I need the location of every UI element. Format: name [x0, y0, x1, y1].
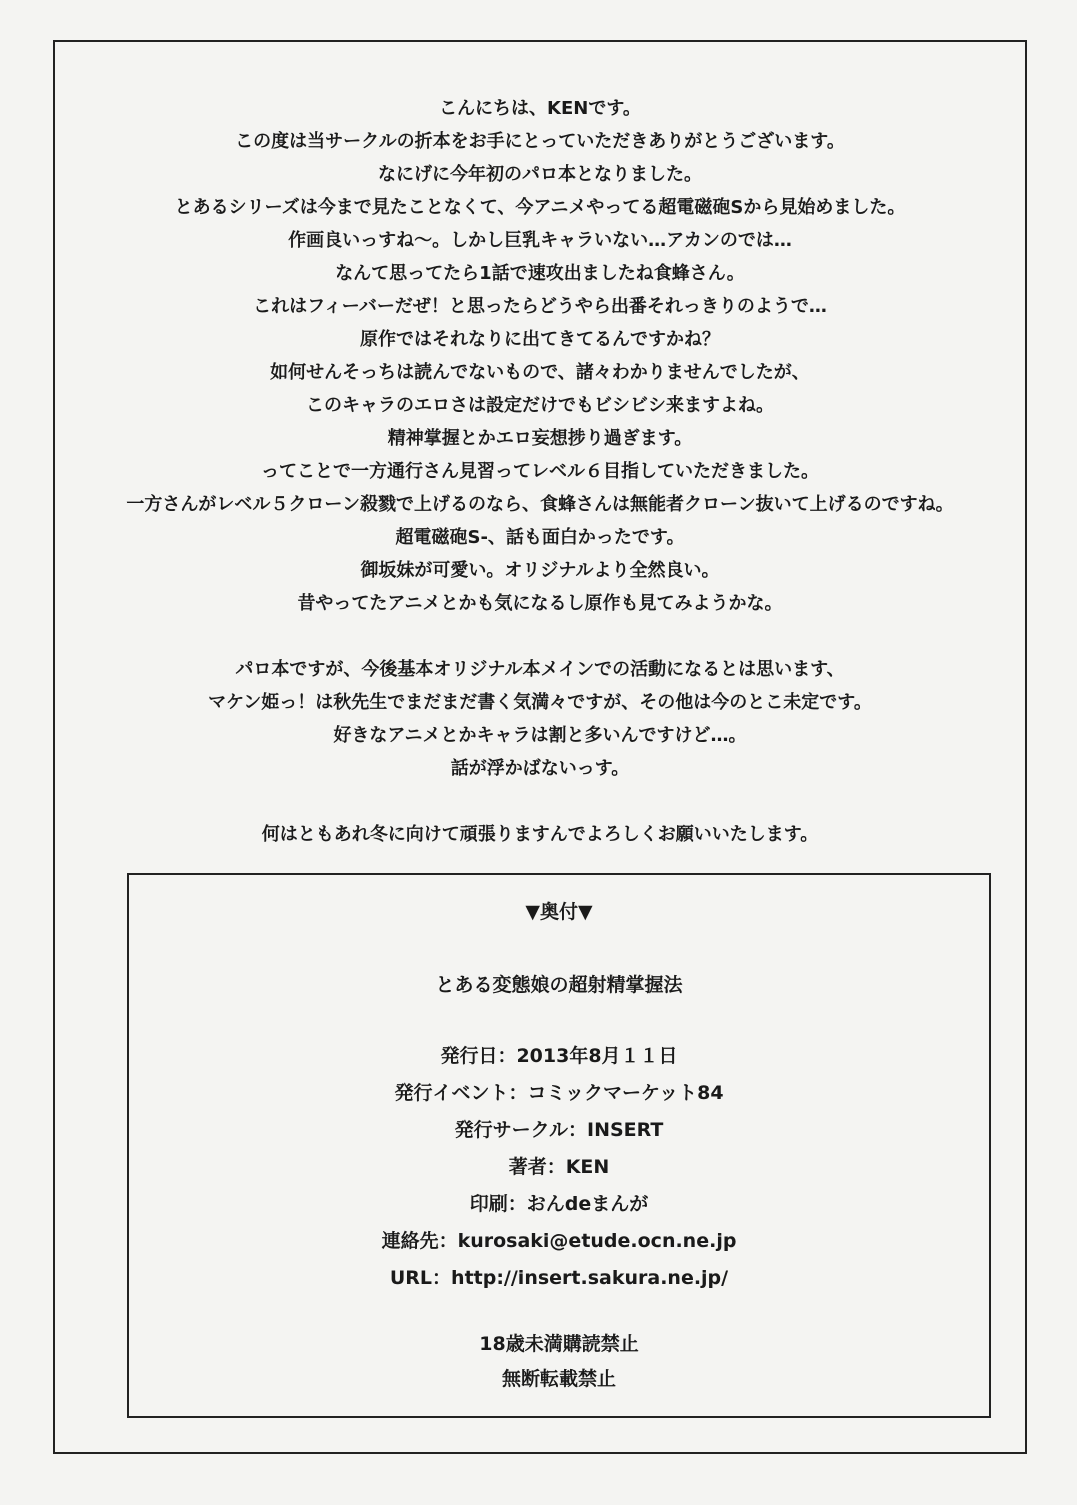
colophon-box: [127, 873, 991, 1418]
afterword-line: マケン姫っ！は秋先生でまだまだ書く気満々ですが、その他は今のとこ未定です。: [208, 692, 872, 713]
afterword-line: 昔やってたアニメとかも気になるし原作も見てみようかな。: [297, 593, 783, 614]
afterword-line: これはフィーバーだぜ！と思ったらどうやら出番それっきりのようで…: [253, 296, 827, 317]
paragraph-gap: [60, 785, 1020, 818]
colophon-info: [129, 1038, 989, 1297]
afterword-line: なんて思ってたら1話で速攻出ましたね食蜂さん。: [335, 263, 745, 284]
afterword-line: 精神掌握とかエロ妄想捗り過ぎます。: [387, 428, 693, 449]
afterword-closing: 何はともあれ冬に向けて頑張りますんでよろしくお願いいたします。: [261, 824, 819, 845]
printer: 印刷：おんdeまんが: [469, 1193, 649, 1215]
publish-event: 発行イベント：コミックマーケット84: [394, 1082, 724, 1104]
website-url: URL：http://insert.sakura.ne.jp/: [389, 1267, 729, 1289]
publish-circle: 発行サークル：INSERT: [454, 1119, 664, 1141]
afterword-line: こんにちは、KENです。: [439, 98, 641, 119]
no-reprint-notice: 無断転載禁止: [501, 1368, 616, 1390]
afterword-line: 作画良いっすね～。しかし巨乳キャラいない…アカンのでは…: [288, 230, 792, 251]
afterword-line: ってことで一方通行さん見習ってレベル６目指していただきました。: [261, 461, 819, 482]
publish-date: 発行日：2013年8月１１日: [440, 1045, 678, 1067]
colophon-title: ▼奥付▼: [525, 901, 593, 923]
author: 著者：KEN: [508, 1156, 610, 1178]
afterword-line: 好きなアニメとかキャラは割と多いんですけど…。: [333, 725, 747, 746]
afterword-line: 一方さんがレベル５クローン殺戮で上げるのなら、食蜂さんは無能者クローン抜いて上げるのですね。: [126, 494, 954, 515]
colophon-notices: [129, 1327, 989, 1397]
afterword-line: とあるシリーズは今まで見たことなくて、今アニメやってる超電磁砲Sから見始めました。: [174, 197, 906, 218]
contact-email: 連絡先：kurosaki@etude.ocn.ne.jp: [381, 1230, 737, 1252]
afterword-line: 超電磁砲S-、話も面白かったです。: [395, 527, 685, 548]
age-restriction-notice: 18歳未満購読禁止: [479, 1333, 639, 1355]
afterword-line: 原作ではそれなりに出てきてるんですかね？: [360, 329, 720, 350]
afterword-line: パロ本ですが、今後基本オリジナル本メインでの活動になるとは思います、: [235, 659, 845, 680]
afterword-line: 御坂妹が可愛い。オリジナルより全然良い。: [360, 560, 720, 581]
afterword-line: 話が浮かばないっす。: [450, 758, 630, 779]
afterword-line: なにげに今年初のパロ本となりました。: [378, 164, 702, 185]
book-title: とある変態娘の超射精掌握法: [435, 974, 683, 996]
paragraph-gap: [60, 620, 1020, 653]
afterword-text: [60, 92, 1020, 851]
afterword-line: この度は当サークルの折本をお手にとっていただきありがとうございます。: [235, 131, 845, 152]
afterword-line: このキャラのエロさは設定だけでもビシビシ来ますよね。: [306, 395, 774, 416]
afterword-line: 如何せんそっちは読んでないもので、諸々わかりませんでしたが、: [270, 362, 810, 383]
